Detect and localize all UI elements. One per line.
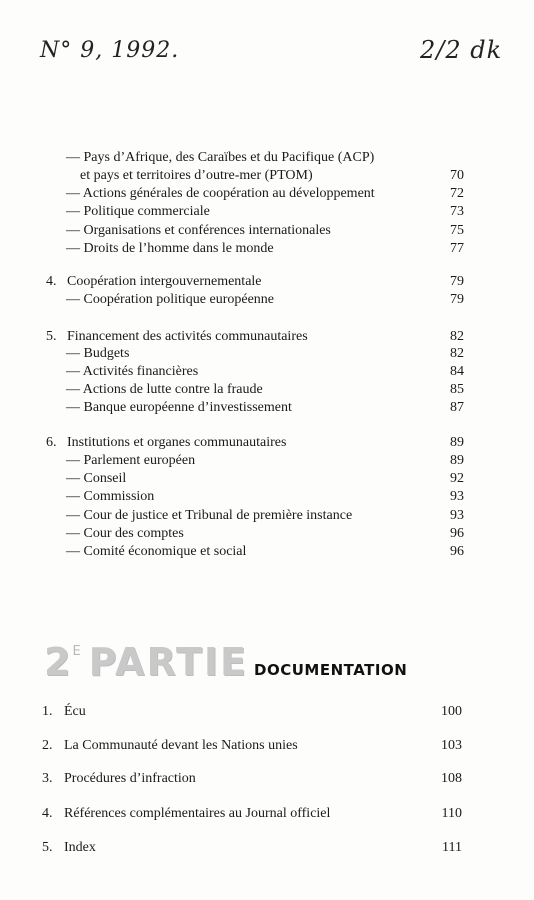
toc-section-number: 4.	[46, 274, 57, 289]
toc-entry-title: — Actions de lutte contre la fraude	[66, 382, 263, 397]
part-title: DOCUMENTATION	[254, 661, 408, 679]
toc-entry-title: — Cour de justice et Tribunal de première instance	[66, 508, 353, 523]
toc-subsection-row	[0, 452, 534, 470]
toc-page-number: 84	[450, 364, 464, 379]
documentation-number: 4.	[42, 806, 53, 821]
toc-subsection-row	[0, 222, 534, 240]
documentation-page-number: 110	[441, 806, 462, 821]
documentation-title: Écu	[64, 704, 86, 719]
toc-entry-title: — Cour des comptes	[66, 526, 184, 541]
toc-section-row	[0, 273, 534, 291]
documentation-number: 5.	[42, 840, 53, 855]
documentation-row	[0, 839, 534, 857]
toc-page-number: 93	[450, 489, 464, 504]
toc-subsection-row	[0, 345, 534, 363]
toc-entry-title: et pays et territoires d’outre-mer (PTOM)	[80, 168, 313, 183]
toc-page-number: 96	[450, 544, 464, 559]
part-number: 2	[44, 640, 73, 684]
toc-subsection-row	[0, 240, 534, 258]
documentation-title: Références complémentaires au Journal officiel	[64, 806, 331, 821]
toc-subsection-row	[0, 488, 534, 506]
toc-subsection-row	[0, 507, 534, 525]
toc-entry-title: — Budgets	[66, 346, 130, 361]
toc-section-row	[0, 328, 534, 346]
toc-entry-title: — Politique commerciale	[66, 204, 210, 219]
toc-page-number: 92	[450, 471, 464, 486]
part-word: PARTIE	[88, 640, 249, 684]
toc-section-number: 5.	[46, 329, 57, 344]
toc-entry-title: Coopération intergouvernementale	[67, 274, 262, 289]
documentation-page-number: 103	[441, 738, 462, 753]
toc-entry-title: — Coopération politique européenne	[66, 292, 274, 307]
toc-entry-title: — Activités financières	[66, 364, 199, 379]
toc-entry-title: — Banque européenne d’investissement	[66, 400, 292, 415]
toc-entry-title: Institutions et organes communautaires	[67, 435, 287, 450]
documentation-number: 1.	[42, 704, 53, 719]
toc-subsection-row	[0, 399, 534, 417]
toc-page-number: 75	[450, 223, 464, 238]
toc-section-number: 6.	[46, 435, 57, 450]
toc-entry-title: — Conseil	[66, 471, 127, 486]
toc-page-number: 70	[450, 168, 464, 183]
toc-subsection-row	[0, 543, 534, 561]
documentation-page-number: 108	[441, 771, 462, 786]
documentation-title: La Communauté devant les Nations unies	[64, 738, 298, 753]
toc-page-number: 77	[450, 241, 464, 256]
toc-page-number: 73	[450, 204, 464, 219]
toc-subsection-row	[0, 363, 534, 381]
handwritten-page-note: 2/2 dk	[420, 36, 503, 64]
toc-subsection-row	[0, 470, 534, 488]
toc-page-number: 72	[450, 186, 464, 201]
toc-subsection-row	[0, 203, 534, 221]
documentation-row	[0, 805, 534, 823]
toc-page-number: 82	[450, 329, 464, 344]
toc-page-number: 96	[450, 526, 464, 541]
documentation-number: 2.	[42, 738, 53, 753]
toc-page-number: 89	[450, 435, 464, 450]
toc-section-row	[0, 434, 534, 452]
toc-entry-title: — Commission	[66, 489, 155, 504]
documentation-page-number: 111	[442, 840, 462, 855]
documentation-page-number: 100	[441, 704, 462, 719]
part-heading	[44, 640, 408, 684]
toc-subsection-row	[0, 149, 534, 167]
toc-entry-title: — Comité économique et social	[66, 544, 247, 559]
toc-entry-title: Financement des activités communautaires	[67, 329, 308, 344]
toc-page-number: 93	[450, 508, 464, 523]
documentation-number: 3.	[42, 771, 53, 786]
documentation-title: Procédures d’infraction	[64, 771, 196, 786]
toc-entry-title: — Actions générales de coopération au développement	[66, 186, 375, 201]
handwritten-issue-note: N° 9, 1992.	[40, 38, 180, 63]
toc-page-number: 79	[450, 292, 464, 307]
documentation-title: Index	[64, 840, 96, 855]
documentation-row	[0, 737, 534, 755]
toc-page-number: 87	[450, 400, 464, 415]
toc-page-number: 89	[450, 453, 464, 468]
toc-entry-title: — Droits de l’homme dans le monde	[66, 241, 274, 256]
toc-entry-title: — Parlement européen	[66, 453, 196, 468]
toc-entry-title: — Organisations et conférences internationales	[66, 223, 331, 238]
toc-subsection-row	[0, 185, 534, 203]
toc-subsection-row	[0, 525, 534, 543]
documentation-row	[0, 770, 534, 788]
toc-subsection-row	[0, 167, 534, 185]
part-superscript: E	[72, 644, 81, 659]
toc-page-number: 79	[450, 274, 464, 289]
toc-entry-title: — Pays d’Afrique, des Caraïbes et du Pacifique (ACP)	[66, 150, 375, 165]
toc-subsection-row	[0, 291, 534, 309]
documentation-row	[0, 703, 534, 721]
toc-subsection-row	[0, 381, 534, 399]
toc-page-number: 85	[450, 382, 464, 397]
toc-page-number: 82	[450, 346, 464, 361]
